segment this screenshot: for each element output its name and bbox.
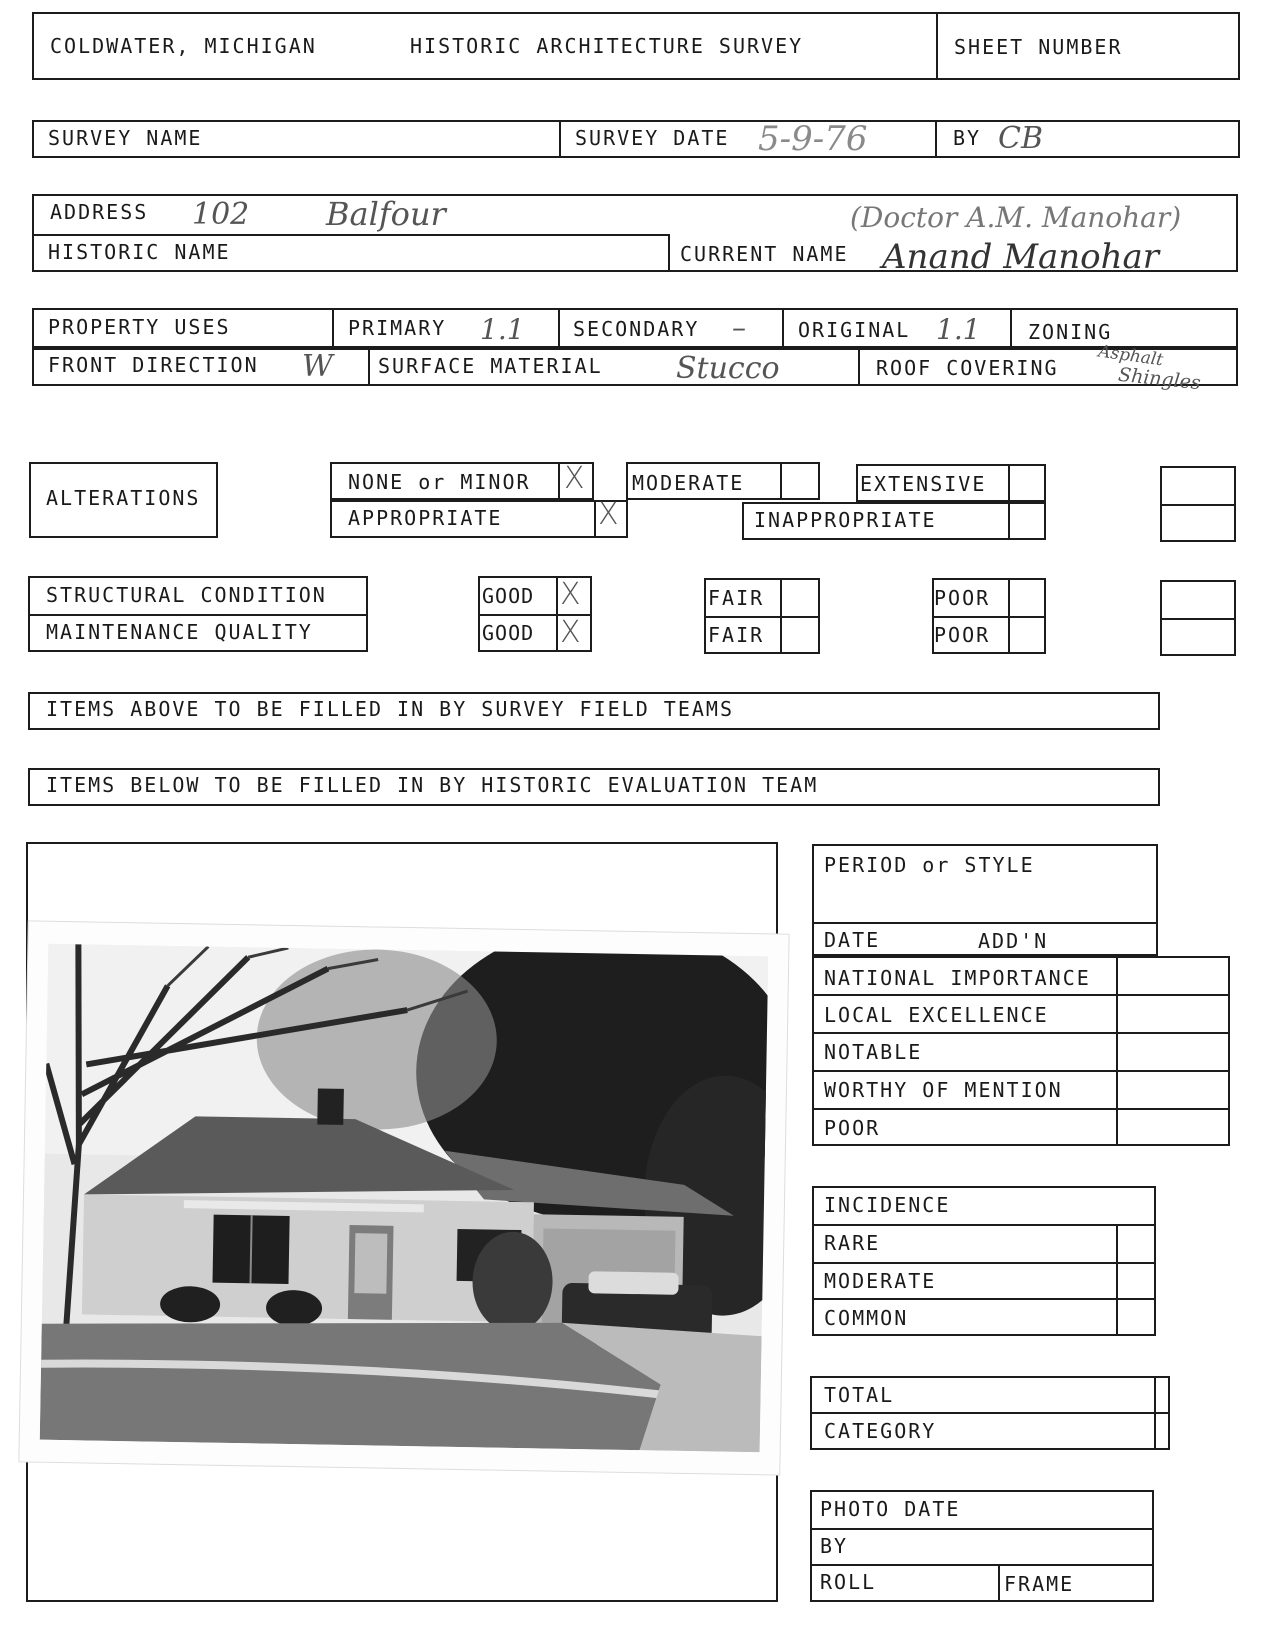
addn-label: ADD'N: [978, 929, 1049, 953]
appropriate-label: APPROPRIATE: [348, 506, 503, 530]
building-photograph: [19, 921, 788, 1474]
surface-material-label: SURFACE MATERIAL: [378, 354, 603, 378]
date-row-top: [812, 922, 1158, 924]
condition-score-divider: [1160, 618, 1236, 620]
alterations-label: ALTERATIONS: [46, 486, 201, 510]
fair-divider-h: [704, 616, 820, 618]
roof-covering-value-2: Shingles: [1117, 363, 1202, 395]
city-label: COLDWATER, MICHIGAN: [50, 34, 317, 58]
front-div-2: [858, 348, 860, 386]
poor-label-1: POOR: [934, 586, 991, 610]
roof-covering-label: ROOF COVERING: [876, 356, 1059, 380]
incidence-score-col: [1116, 1224, 1118, 1336]
moderate-label: MODERATE: [632, 471, 745, 495]
header-divider: [936, 12, 938, 80]
incidence-row-line-1: [812, 1224, 1156, 1226]
address-divider-h: [32, 234, 668, 236]
importance-score-col: [1116, 956, 1118, 1146]
appropriate-mark: X: [598, 497, 619, 532]
survey-date-value: 5-9-76: [758, 119, 868, 159]
front-direction-value: W: [302, 349, 333, 384]
original-label: ORIGINAL: [798, 318, 911, 342]
survey-divider-2: [935, 120, 937, 158]
surface-material-value: Stucco: [676, 351, 780, 386]
good-label-2: GOOD: [482, 621, 535, 645]
secondary-label: SECONDARY: [573, 317, 700, 341]
alterations-score-divider: [1160, 504, 1236, 506]
address-note: (Doctor A.M. Manohar): [850, 201, 1182, 234]
roll-frame-divider: [998, 1564, 1000, 1602]
period-style-label: PERIOD or STYLE: [824, 853, 1035, 877]
local-excellence-label: LOCAL EXCELLENCE: [824, 1003, 1049, 1027]
good-mark-structural: X: [560, 577, 581, 612]
secondary-value: –: [732, 311, 746, 344]
property-uses-label: PROPERTY USES: [48, 315, 231, 339]
survey-date-label: SURVEY DATE: [575, 126, 730, 150]
incidence-row-line-3: [812, 1298, 1156, 1300]
original-value: 1.1: [936, 313, 981, 346]
note-above: ITEMS ABOVE TO BE FILLED IN BY SURVEY FIELD TEAMS: [46, 697, 735, 721]
current-name-label: CURRENT NAME: [680, 242, 849, 266]
prop-div-1: [332, 308, 334, 348]
address-number: 102: [192, 197, 250, 232]
category-label: CATEGORY: [824, 1419, 937, 1443]
rare-label: RARE: [824, 1231, 881, 1255]
inappropriate-label: INAPPROPRIATE: [754, 508, 937, 532]
moderate-check-div: [780, 462, 782, 500]
note-below: ITEMS BELOW TO BE FILLED IN BY HISTORIC EVALUATION TEAM: [46, 773, 819, 797]
survey-by-value: CB: [998, 121, 1043, 156]
primary-value: 1.1: [480, 313, 525, 346]
form-title: HISTORIC ARCHITECTURE SURVEY: [410, 34, 804, 58]
poor-label-2: POOR: [934, 623, 991, 647]
address-divider-v: [668, 234, 670, 272]
common-label: COMMON: [824, 1306, 909, 1330]
roof-covering-value-1: Asphalt: [1096, 341, 1165, 371]
fair-divider-v: [780, 578, 782, 654]
sheet-number-label: SHEET NUMBER: [954, 35, 1123, 59]
address-street: Balfour: [326, 195, 446, 233]
none-minor-mark: X: [564, 461, 585, 496]
importance-row-line-3: [812, 1070, 1230, 1072]
front-direction-label: FRONT DIRECTION: [48, 353, 259, 377]
front-div-1: [368, 348, 370, 386]
address-label: ADDRESS: [50, 200, 149, 224]
prop-div-4: [1010, 308, 1012, 348]
good-label-1: GOOD: [482, 584, 535, 608]
prop-div-2: [558, 308, 560, 348]
survey-name-label: SURVEY NAME: [48, 126, 203, 150]
importance-row-line-2: [812, 1032, 1230, 1034]
good-divider-v: [556, 576, 558, 652]
total-label: TOTAL: [824, 1383, 895, 1407]
house-photo-image: [40, 944, 769, 1452]
importance-row-line-1: [812, 994, 1230, 996]
incidence-row-line-2: [812, 1262, 1156, 1264]
photo-date-label: PHOTO DATE: [820, 1497, 961, 1521]
prop-div-3: [782, 308, 784, 348]
appropriate-check-div: [594, 500, 596, 538]
survey-divider-1: [559, 120, 561, 158]
photo-info-line-2: [810, 1564, 1154, 1566]
survey-by-label: BY: [953, 126, 982, 150]
fair-label-1: FAIR: [708, 586, 765, 610]
roll-label: ROLL: [820, 1570, 877, 1594]
poor-rating-label: POOR: [824, 1116, 881, 1140]
condition-labels-divider: [28, 614, 368, 616]
primary-label: PRIMARY: [348, 316, 447, 340]
incidence-label: INCIDENCE: [824, 1193, 951, 1217]
national-importance-label: NATIONAL IMPORTANCE: [824, 966, 1091, 990]
inappropriate-check-div: [1008, 502, 1010, 540]
good-mark-maintenance: X: [560, 615, 581, 650]
extensive-check-div: [1008, 464, 1010, 502]
zoning-label: ZONING: [1028, 320, 1113, 344]
moderate-incidence-label: MODERATE: [824, 1269, 937, 1293]
historic-name-label: HISTORIC NAME: [48, 240, 231, 264]
fair-label-2: FAIR: [708, 623, 765, 647]
worthy-of-mention-label: WORTHY OF MENTION: [824, 1078, 1063, 1102]
notable-label: NOTABLE: [824, 1040, 923, 1064]
structural-condition-label: STRUCTURAL CONDITION: [46, 583, 327, 607]
importance-row-line-4: [812, 1108, 1230, 1110]
poor-divider-v: [1008, 578, 1010, 654]
none-minor-label: NONE or MINOR: [348, 470, 531, 494]
poor-divider-h: [932, 616, 1046, 618]
totals-row-line: [810, 1412, 1170, 1414]
frame-label: FRAME: [1004, 1572, 1075, 1596]
current-name-value: Anand Manohar: [882, 237, 1160, 277]
date-label: DATE: [824, 928, 881, 952]
photo-info-line-1: [810, 1528, 1154, 1530]
photo-by-label: BY: [820, 1534, 849, 1558]
none-minor-check-div: [558, 462, 560, 500]
maintenance-quality-label: MAINTENANCE QUALITY: [46, 620, 313, 644]
extensive-label: EXTENSIVE: [860, 472, 987, 496]
